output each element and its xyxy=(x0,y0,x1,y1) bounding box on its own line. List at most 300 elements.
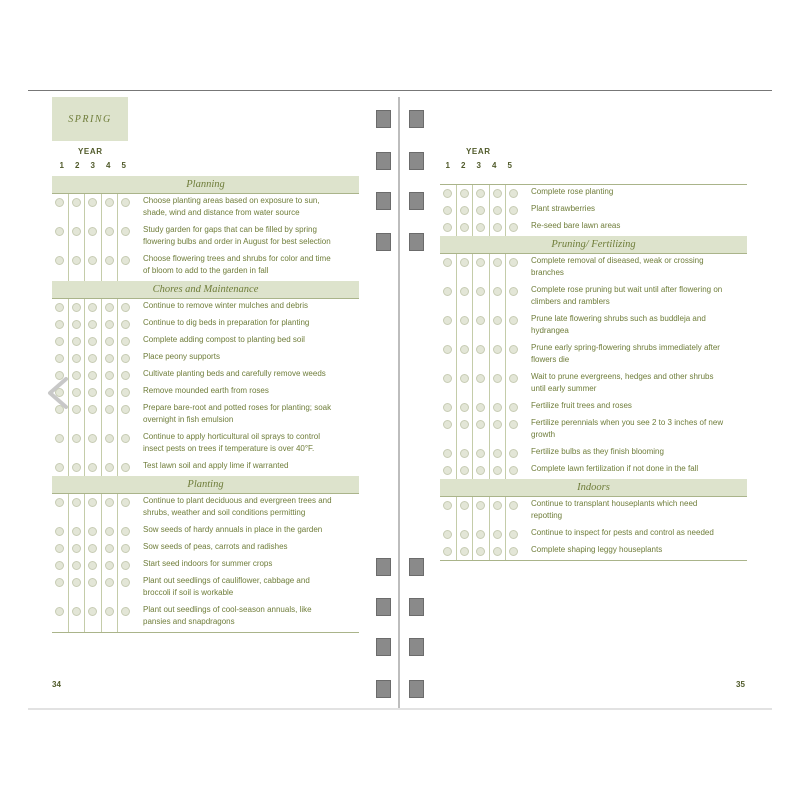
checkbox-circle[interactable] xyxy=(121,434,130,443)
task-line: Plant out seedlings of cool-season annuals, like xyxy=(143,605,312,614)
year-column xyxy=(101,367,118,384)
checkbox-circle[interactable] xyxy=(460,316,469,325)
year-number: 5 xyxy=(507,161,512,170)
task-line: Study garden for gaps that can be filled by spring xyxy=(143,225,317,234)
checkbox-circle[interactable] xyxy=(88,354,97,363)
checkbox-circle[interactable] xyxy=(55,544,64,553)
top-edge-line xyxy=(28,90,772,91)
checkbox-circle[interactable] xyxy=(72,561,81,570)
checkbox-circle[interactable] xyxy=(88,527,97,536)
checkbox-circle[interactable] xyxy=(121,544,130,553)
checklist-row xyxy=(52,333,359,350)
checkbox-circle[interactable] xyxy=(476,206,485,215)
year-column xyxy=(52,540,68,557)
binding-ring xyxy=(376,558,391,576)
year-column xyxy=(472,254,489,283)
checkbox-circle[interactable] xyxy=(105,527,114,536)
checkbox-circle[interactable] xyxy=(105,463,114,472)
year-column xyxy=(489,416,506,445)
checkbox-circle[interactable] xyxy=(121,498,130,507)
checkbox-circle[interactable] xyxy=(476,345,485,354)
year-numbers-right xyxy=(440,161,518,170)
year-column xyxy=(52,557,68,574)
checkbox-circle[interactable] xyxy=(509,223,518,232)
task-line: of bloom to add to the garden in fall xyxy=(143,266,269,275)
task-line: Test lawn soil and apply lime if warranted xyxy=(143,461,289,470)
task-text xyxy=(130,557,272,574)
year-number: 1 xyxy=(445,161,450,170)
year-checkboxes xyxy=(440,399,518,416)
checklist-row xyxy=(52,367,359,384)
task-text xyxy=(130,494,332,523)
checkbox-circle[interactable] xyxy=(509,345,518,354)
checkbox-circle[interactable] xyxy=(460,501,469,510)
year-column xyxy=(101,223,118,252)
checkbox-circle[interactable] xyxy=(460,530,469,539)
year-column xyxy=(472,462,489,479)
checkbox-circle[interactable] xyxy=(121,320,130,329)
page-number-left: 34 xyxy=(52,680,61,689)
checkbox-circle[interactable] xyxy=(493,449,502,458)
checkbox-circle[interactable] xyxy=(493,223,502,232)
checkbox-circle[interactable] xyxy=(493,374,502,383)
task-text xyxy=(130,603,312,632)
year-column xyxy=(440,219,456,236)
checkbox-circle[interactable] xyxy=(105,405,114,414)
checkbox-circle[interactable] xyxy=(105,198,114,207)
checkbox-circle[interactable] xyxy=(121,463,130,472)
year-column xyxy=(68,574,85,603)
checkbox-circle[interactable] xyxy=(55,463,64,472)
checkbox-circle[interactable] xyxy=(460,466,469,475)
checkbox-circle[interactable] xyxy=(121,527,130,536)
checkbox-circle[interactable] xyxy=(476,449,485,458)
checkbox-circle[interactable] xyxy=(72,337,81,346)
year-checkboxes xyxy=(440,416,518,445)
checkbox-circle[interactable] xyxy=(509,258,518,267)
year-column xyxy=(84,401,101,430)
year-column xyxy=(101,523,118,540)
year-checkboxes xyxy=(52,350,130,367)
year-column xyxy=(489,462,506,479)
checkbox-circle[interactable] xyxy=(443,403,452,412)
checkbox-circle[interactable] xyxy=(72,463,81,472)
checkbox-circle[interactable] xyxy=(105,320,114,329)
year-column xyxy=(101,574,118,603)
checkbox-circle[interactable] xyxy=(443,345,452,354)
year-column xyxy=(101,194,118,223)
checkbox-circle[interactable] xyxy=(105,578,114,587)
checkbox-circle[interactable] xyxy=(88,561,97,570)
checkbox-circle[interactable] xyxy=(443,223,452,232)
checkbox-circle[interactable] xyxy=(493,345,502,354)
checkbox-circle[interactable] xyxy=(88,256,97,265)
task-line: Prune early spring-flowering shrubs immediately after xyxy=(531,343,720,352)
checklist-row xyxy=(440,497,747,526)
task-line: Complete rose pruning but wait until after flowering on xyxy=(531,285,723,294)
checkbox-circle[interactable] xyxy=(493,501,502,510)
year-column xyxy=(101,401,118,430)
checkbox-circle[interactable] xyxy=(493,206,502,215)
task-line: Cultivate planting beds and carefully remove weeds xyxy=(143,369,326,378)
checkbox-circle[interactable] xyxy=(105,303,114,312)
task-text xyxy=(130,333,305,350)
year-column xyxy=(52,459,68,476)
checkbox-circle[interactable] xyxy=(509,501,518,510)
year-column xyxy=(472,202,489,219)
checkbox-circle[interactable] xyxy=(476,530,485,539)
checkbox-circle[interactable] xyxy=(460,345,469,354)
checkbox-circle[interactable] xyxy=(88,227,97,236)
binding-ring xyxy=(409,680,424,698)
checklist-row xyxy=(440,185,747,202)
year-column xyxy=(472,526,489,543)
year-number: 3 xyxy=(90,161,95,170)
checkbox-circle[interactable] xyxy=(443,449,452,458)
checkbox-circle[interactable] xyxy=(443,420,452,429)
task-line: Continue to inspect for pests and control as needed xyxy=(531,528,714,537)
task-text xyxy=(518,341,720,370)
checkbox-circle[interactable] xyxy=(121,198,130,207)
binding-ring xyxy=(409,598,424,616)
section-header xyxy=(440,176,747,185)
task-line: broccoli if soil is workable xyxy=(143,588,234,597)
checkbox-circle[interactable] xyxy=(105,337,114,346)
checkbox-circle[interactable] xyxy=(55,198,64,207)
year-column xyxy=(489,497,506,526)
checkbox-circle[interactable] xyxy=(509,206,518,215)
checkbox-circle[interactable] xyxy=(105,227,114,236)
checkbox-circle[interactable] xyxy=(509,420,518,429)
checklist-row xyxy=(52,459,359,476)
checkbox-circle[interactable] xyxy=(493,530,502,539)
checkbox-circle[interactable] xyxy=(55,578,64,587)
year-number: 3 xyxy=(476,161,481,170)
checkbox-circle[interactable] xyxy=(88,607,97,616)
checkbox-circle[interactable] xyxy=(55,337,64,346)
checkbox-circle[interactable] xyxy=(55,303,64,312)
checkbox-circle[interactable] xyxy=(55,561,64,570)
task-text xyxy=(518,526,714,543)
year-checkboxes xyxy=(440,445,518,462)
year-checkboxes xyxy=(52,540,130,557)
year-column xyxy=(440,399,456,416)
section-header: Planning xyxy=(52,176,359,194)
task-line: Continue to remove winter mulches and debris xyxy=(143,301,308,310)
checkbox-circle[interactable] xyxy=(476,258,485,267)
checkbox-circle[interactable] xyxy=(476,547,485,556)
checkbox-circle[interactable] xyxy=(476,420,485,429)
year-column xyxy=(472,283,489,312)
checkbox-circle[interactable] xyxy=(509,466,518,475)
year-numbers xyxy=(54,161,132,170)
year-column xyxy=(68,223,85,252)
year-column xyxy=(84,459,101,476)
task-text xyxy=(518,202,595,219)
checklist-row xyxy=(440,462,747,479)
binding-ring xyxy=(376,638,391,656)
task-line: flowers die xyxy=(531,355,570,364)
checkbox-circle[interactable] xyxy=(460,374,469,383)
task-line: Continue to apply horticultural oil sprays to control xyxy=(143,432,320,441)
year-column xyxy=(472,399,489,416)
checkbox-circle[interactable] xyxy=(443,466,452,475)
checkbox-circle[interactable] xyxy=(121,561,130,570)
binding-ring xyxy=(409,192,424,210)
checkbox-circle[interactable] xyxy=(460,206,469,215)
year-column xyxy=(489,543,506,560)
year-column xyxy=(472,543,489,560)
year-column xyxy=(84,252,101,281)
checkbox-circle[interactable] xyxy=(443,530,452,539)
year-column xyxy=(52,252,68,281)
task-text xyxy=(130,316,309,333)
year-column xyxy=(472,185,489,202)
year-column xyxy=(52,494,68,523)
checkbox-circle[interactable] xyxy=(72,578,81,587)
year-column xyxy=(472,341,489,370)
year-checkboxes xyxy=(440,254,518,283)
checkbox-circle[interactable] xyxy=(88,434,97,443)
checkbox-circle[interactable] xyxy=(121,303,130,312)
task-line: climbers and ramblers xyxy=(531,297,610,306)
checkbox-circle[interactable] xyxy=(105,561,114,570)
checkbox-circle[interactable] xyxy=(105,371,114,380)
checkbox-circle[interactable] xyxy=(509,403,518,412)
checkbox-circle[interactable] xyxy=(55,607,64,616)
checkbox-circle[interactable] xyxy=(476,466,485,475)
checkbox-circle[interactable] xyxy=(121,371,130,380)
year-column xyxy=(440,416,456,445)
checkbox-circle[interactable] xyxy=(72,607,81,616)
task-text xyxy=(518,370,713,399)
task-line: overnight in fish emulsion xyxy=(143,415,234,424)
chevron-left-icon[interactable] xyxy=(44,377,74,409)
checkbox-circle[interactable] xyxy=(443,501,452,510)
task-line: growth xyxy=(531,430,556,439)
checkbox-circle[interactable] xyxy=(460,420,469,429)
checkbox-circle[interactable] xyxy=(72,256,81,265)
checkbox-circle[interactable] xyxy=(105,354,114,363)
checkbox-circle[interactable] xyxy=(509,189,518,198)
year-column xyxy=(440,445,456,462)
checkbox-circle[interactable] xyxy=(72,498,81,507)
year-column xyxy=(489,445,506,462)
binding-ring xyxy=(409,110,424,128)
year-column xyxy=(84,316,101,333)
checkbox-circle[interactable] xyxy=(88,388,97,397)
year-column xyxy=(472,219,489,236)
checkbox-circle[interactable] xyxy=(476,403,485,412)
checkbox-circle[interactable] xyxy=(72,434,81,443)
checklist-row xyxy=(440,399,747,416)
checkbox-circle[interactable] xyxy=(443,206,452,215)
checkbox-circle[interactable] xyxy=(55,498,64,507)
checklist-row xyxy=(440,202,747,219)
checkbox-circle[interactable] xyxy=(88,463,97,472)
checkbox-circle[interactable] xyxy=(55,527,64,536)
task-text xyxy=(518,462,698,479)
checkbox-circle[interactable] xyxy=(55,434,64,443)
year-column xyxy=(68,523,85,540)
checkbox-circle[interactable] xyxy=(105,544,114,553)
year-checkboxes xyxy=(440,341,518,370)
checkbox-circle[interactable] xyxy=(121,354,130,363)
checkbox-circle[interactable] xyxy=(88,578,97,587)
checkbox-circle[interactable] xyxy=(476,189,485,198)
checkbox-circle[interactable] xyxy=(88,198,97,207)
checkbox-circle[interactable] xyxy=(121,607,130,616)
checkbox-circle[interactable] xyxy=(493,287,502,296)
checkbox-circle[interactable] xyxy=(443,374,452,383)
year-checkboxes xyxy=(440,202,518,219)
checkbox-circle[interactable] xyxy=(509,449,518,458)
checkbox-circle[interactable] xyxy=(72,198,81,207)
right-checklist xyxy=(440,176,747,561)
year-number: 2 xyxy=(461,161,466,170)
checkbox-circle[interactable] xyxy=(460,189,469,198)
checkbox-circle[interactable] xyxy=(493,316,502,325)
task-text xyxy=(518,543,662,560)
checkbox-circle[interactable] xyxy=(121,578,130,587)
checkbox-circle[interactable] xyxy=(55,320,64,329)
checkbox-circle[interactable] xyxy=(121,337,130,346)
task-line: Complete lawn fertilization if not done in the fall xyxy=(531,464,699,473)
task-text xyxy=(130,299,308,316)
checkbox-circle[interactable] xyxy=(460,258,469,267)
checkbox-circle[interactable] xyxy=(493,420,502,429)
checkbox-circle[interactable] xyxy=(493,258,502,267)
checkbox-circle[interactable] xyxy=(443,316,452,325)
checkbox-circle[interactable] xyxy=(121,405,130,414)
year-column xyxy=(440,312,456,341)
checklist-row xyxy=(52,350,359,367)
checkbox-circle[interactable] xyxy=(443,287,452,296)
checkbox-circle[interactable] xyxy=(88,371,97,380)
task-line: Plant strawberries xyxy=(531,204,596,213)
checkbox-circle[interactable] xyxy=(460,287,469,296)
year-column xyxy=(84,557,101,574)
checkbox-circle[interactable] xyxy=(476,287,485,296)
checkbox-circle[interactable] xyxy=(105,388,114,397)
checkbox-circle[interactable] xyxy=(121,388,130,397)
binding-ring xyxy=(409,558,424,576)
checkbox-circle[interactable] xyxy=(72,527,81,536)
checklist-row xyxy=(52,603,359,632)
checkbox-circle[interactable] xyxy=(460,449,469,458)
year-column xyxy=(84,194,101,223)
checkbox-circle[interactable] xyxy=(88,320,97,329)
task-line: flowering bulbs and order in August for best selection xyxy=(143,237,331,246)
checkbox-circle[interactable] xyxy=(476,316,485,325)
year-column xyxy=(456,416,473,445)
year-column xyxy=(68,194,85,223)
task-text xyxy=(518,254,704,283)
checkbox-circle[interactable] xyxy=(72,544,81,553)
checkbox-circle[interactable] xyxy=(493,547,502,556)
checklist-row xyxy=(440,254,747,283)
year-checkboxes xyxy=(52,494,130,523)
list-end-rule xyxy=(52,632,359,633)
year-column xyxy=(84,494,101,523)
checkbox-circle[interactable] xyxy=(72,354,81,363)
task-line: Re-seed bare lawn areas xyxy=(531,221,621,230)
year-checkboxes xyxy=(52,316,130,333)
checkbox-circle[interactable] xyxy=(476,501,485,510)
year-label: YEAR xyxy=(78,147,103,156)
checkbox-circle[interactable] xyxy=(55,354,64,363)
task-line: Sow seeds of hardy annuals in place in the garden xyxy=(143,525,323,534)
task-line: repotting xyxy=(531,511,563,520)
checkbox-circle[interactable] xyxy=(460,547,469,556)
checkbox-circle[interactable] xyxy=(493,403,502,412)
checkbox-circle[interactable] xyxy=(443,258,452,267)
checkbox-circle[interactable] xyxy=(88,498,97,507)
year-column xyxy=(101,540,118,557)
checkbox-circle[interactable] xyxy=(509,374,518,383)
year-column xyxy=(101,333,118,350)
task-text xyxy=(518,219,620,236)
binding-ring xyxy=(376,152,391,170)
checkbox-circle[interactable] xyxy=(121,227,130,236)
checkbox-circle[interactable] xyxy=(509,530,518,539)
year-column xyxy=(440,254,456,283)
checklist-row xyxy=(440,312,747,341)
checklist-row xyxy=(52,401,359,430)
checkbox-circle[interactable] xyxy=(493,189,502,198)
checkbox-circle[interactable] xyxy=(105,256,114,265)
checkbox-circle[interactable] xyxy=(509,287,518,296)
year-checkboxes xyxy=(52,523,130,540)
checkbox-circle[interactable] xyxy=(509,316,518,325)
checkbox-circle[interactable] xyxy=(443,189,452,198)
year-column xyxy=(440,526,456,543)
checkbox-circle[interactable] xyxy=(88,337,97,346)
checkbox-circle[interactable] xyxy=(460,223,469,232)
checkbox-circle[interactable] xyxy=(55,227,64,236)
checkbox-circle[interactable] xyxy=(88,303,97,312)
year-column xyxy=(472,445,489,462)
checkbox-circle[interactable] xyxy=(476,374,485,383)
task-text xyxy=(518,399,632,416)
checkbox-circle[interactable] xyxy=(72,227,81,236)
checkbox-circle[interactable] xyxy=(105,498,114,507)
year-column xyxy=(68,494,85,523)
checkbox-circle[interactable] xyxy=(72,303,81,312)
task-line: Wait to prune evergreens, hedges and other shrubs xyxy=(531,372,714,381)
checkbox-circle[interactable] xyxy=(72,320,81,329)
checkbox-circle[interactable] xyxy=(55,256,64,265)
checkbox-circle[interactable] xyxy=(105,607,114,616)
checkbox-circle[interactable] xyxy=(105,434,114,443)
task-text xyxy=(130,252,331,281)
list-end-rule xyxy=(440,560,747,561)
year-checkboxes xyxy=(52,574,130,603)
year-column xyxy=(440,370,456,399)
task-line: Prepare bare-root and potted roses for planting; soak xyxy=(143,403,332,412)
checkbox-circle[interactable] xyxy=(509,547,518,556)
checkbox-circle[interactable] xyxy=(476,223,485,232)
checkbox-circle[interactable] xyxy=(443,547,452,556)
task-line: Start seed indoors for summer crops xyxy=(143,559,273,568)
checkbox-circle[interactable] xyxy=(88,544,97,553)
checkbox-circle[interactable] xyxy=(493,466,502,475)
book-gutter xyxy=(398,97,400,708)
checkbox-circle[interactable] xyxy=(460,403,469,412)
checkbox-circle[interactable] xyxy=(88,405,97,414)
year-column xyxy=(101,299,118,316)
checkbox-circle[interactable] xyxy=(121,256,130,265)
